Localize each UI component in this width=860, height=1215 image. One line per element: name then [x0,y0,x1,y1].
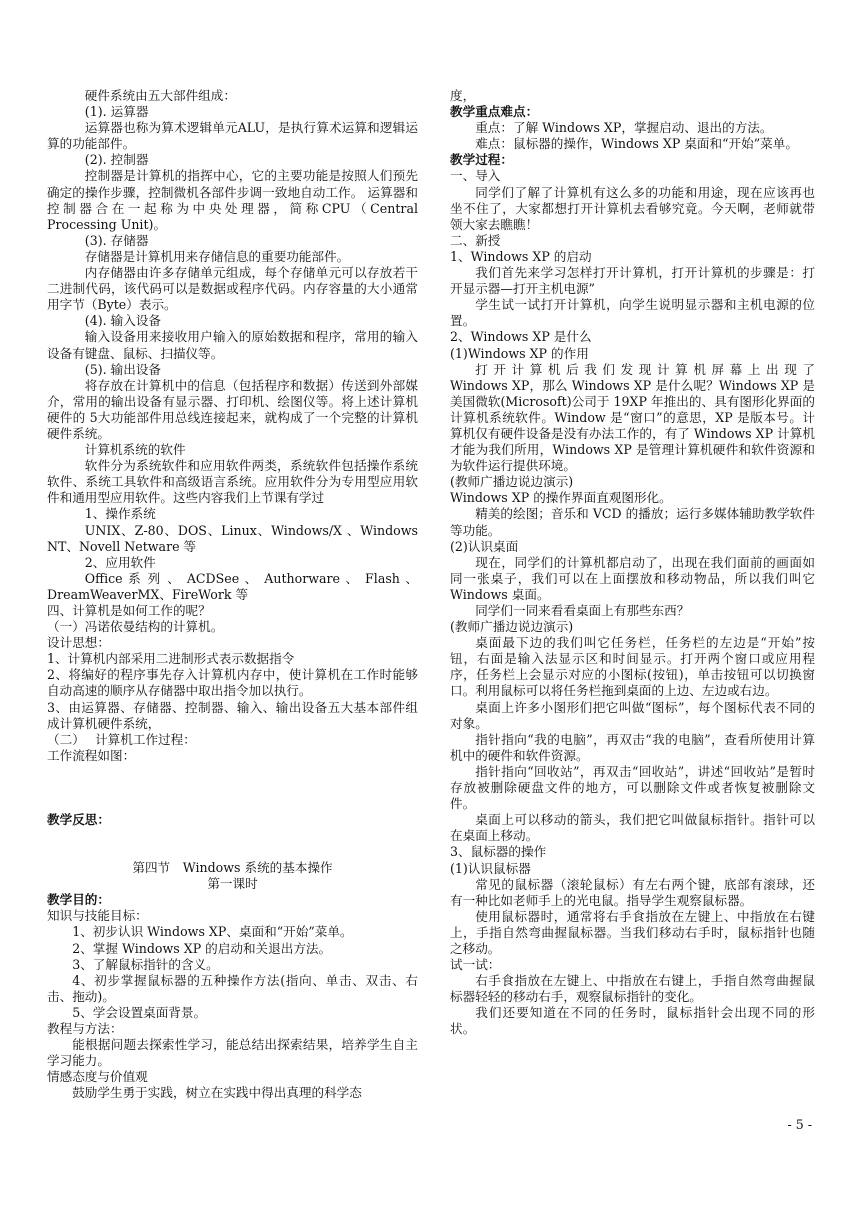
left-paragraph: 控制器是计算机的指挥中心，它的主要功能是按照人们预先确定的操作步骤，控制微机各部件步调一致地自动工作。 运算器和控制器合在一起称为中央处理器，简称CPU（Central Processing Unit)。 [47,168,418,232]
left-paragraph: 软件分为系统软件和应用软件两类，系统软件包括操作系统软件、系统工具软件和高级语言系统。应用软件分为专用型应用软件和通用型应用软件。这些内容我们上节课有学过 [47,458,418,506]
left-paragraph: 教学反思： [47,811,110,827]
left-paragraph: 教学目的： [47,892,110,908]
left-paragraph: (1). 运算器 [84,104,149,120]
left-paragraph: 1、操作系统 [84,506,156,522]
left-paragraph: 设计思想： [47,635,110,651]
right-paragraph: 度， [450,88,476,103]
left-paragraph: 硬件系统由五大部件组成： [84,88,236,103]
left-paragraph: （二） 计算机工作过程： [47,731,196,747]
page-number: - 5 - [787,1117,812,1132]
left-paragraph: (4). 输入设备 [84,313,162,329]
right-paragraph: 常见的鼠标器（滚轮鼠标）有左右两个键，底部有滚球，还有一种比如老师手上的光电鼠。指导学生观察鼠标器。 [450,876,815,908]
right-paragraph: 同学们一同来看看桌面上有那些东西？ [475,603,690,618]
left-paragraph: 运算器也称为算术逻辑单元ALU，是执行算术运算和逻辑运算的功能部件。 [47,120,418,152]
left-paragraph: 工作流程如图： [47,747,136,763]
left-paragraph: 1、初步认识 Windows XP、桌面和“开始”菜单。 [72,924,353,940]
right-paragraph: 试一试： [450,957,501,973]
right-paragraph: 现在，同学们的计算机都启动了，出现在我们面前的画面如同一张桌子，我们可以在上面摆放和移动物品，所以我们叫它 Windows 桌面。 [450,554,815,602]
left-paragraph [47,764,418,788]
left-paragraph: （一）冯诺依曼结构的计算机。 [47,619,224,635]
left-paragraph: 内存储器由许多存储单元组成，每个存储单元可以存放若干二进制代码，该代码可以是数据或程序代码。内存容量的大小通常用字节（Byte）表示。 [47,265,418,313]
right-paragraph: 我们首先来学习怎样打开计算机，打开计算机的步骤是：打开显示器—打开主机电源” [450,265,815,297]
right-paragraph: 二、新授 [450,232,501,248]
left-paragraph: 2、将编好的程序事先存入计算机内存中，使计算机在工作时能够自动高速的顺序从存储器中取出指令加以执行。 [47,667,418,699]
right-paragraph: (1)认识鼠标器 [450,860,531,876]
left-paragraph: 1、计算机内部采用二进制形式表示数据指令 [47,651,295,667]
right-paragraph: 同学们了解了计算机有这么多的功能和用途，现在应该再也坐不住了，大家都想打开计算机去看够究竟。今天啊，老师就带领大家去瞧瞧！ [450,184,815,232]
left-paragraph [47,844,418,860]
right-paragraph: 打 开 计 算 机 后 我 们 发 现 计 算 机 屏 幕 上 出 现 了 Windows XP，那么 Windows XP 是什么呢？Windows XP 是美国微软(Microsoft)公司于 19XP 年推出的、具有图形化界面的计算机系统软件。Window 是“窗口”的意思，XP 是版本号。计算机仅有硬件设备是没有办法工作的，有了 Windows XP 计算机才能为我们所用，Windows XP 是管理计算机硬件和软件资源和为软件运行提供环境。 [450,361,815,474]
right-paragraph: 1、Windows XP 的启动 [450,248,592,264]
left-paragraph [47,788,418,812]
right-paragraph: 难点：鼠标器的操作，Windows XP 桌面和“开始”菜单。 [475,136,798,152]
left-paragraph: 第四节 Windows 系统的基本操作 [132,860,333,876]
right-paragraph: 精美的绘图；音乐和 VCD 的播放；运行多媒体辅助教学软件等功能。 [450,506,815,538]
left-paragraph: UNIX、Z-80、DOS、Linux、Windows/X 、Windows NT、Novell Netware 等 [47,522,418,554]
left-column [47,88,418,1101]
left-paragraph [47,828,418,844]
left-paragraph: (5). 输出设备 [84,361,162,377]
right-paragraph: (教师广播边说边演示) [450,474,574,490]
left-paragraph: 情感态度与价值观 [47,1069,148,1085]
right-column [450,88,815,1038]
right-paragraph: 桌面最下边的我们叫它任务栏，任务栏的左边是“开始”按钮，右面是输入法显示区和时间显示。打开两个窗口或应用程序，任务栏上会显示对应的小图标(按钮)，单击按钮可以切换窗口。利用鼠标可以将任务栏拖到桌面的上边、左边或右边。 [450,635,815,699]
right-paragraph: 桌面上可以移动的箭头，我们把它叫做鼠标指针。指针可以在桌面上移动。 [450,812,815,844]
right-paragraph: Windows XP 的操作界面直观图形化。 [450,490,672,506]
left-paragraph: 5、学会设置桌面背景。 [72,1004,207,1020]
right-paragraph: 2、Windows XP 是什么 [450,329,592,345]
right-paragraph: 教学重点难点： [450,104,539,120]
right-paragraph: 3、鼠标器的操作 [450,844,547,860]
left-paragraph: 4、初步掌握鼠标器的五种操作方法(指向、单击、双击、右击、拖动)。 [47,972,418,1004]
left-paragraph: 2、掌握 Windows XP 的启动和关退出方法。 [72,940,332,956]
right-paragraph: 指针指向“回收站”，再双击“回收站”，讲述“回收站”是暂时存放被删除硬盘文件的地方，可以删除文件或者恢复被删除文件。 [450,763,815,812]
right-paragraph: (1)Windows XP 的作用 [450,345,589,361]
left-paragraph: 计算机系统的软件 [84,442,186,458]
left-paragraph: 3、了解鼠标指针的含义。 [72,956,219,972]
left-paragraph: (2). 控制器 [84,152,149,168]
right-paragraph: 重点：了解 Windows XP，掌握启动、退出的方法。 [475,120,773,136]
left-paragraph: Office 系 列 、 ACDSee 、 Authorware 、 Flash 、DreamWeaverMX、FireWork 等 [47,570,418,602]
right-paragraph: 使用鼠标器时，通常将右手食指放在左键上、中指放在右键上，手指自然弯曲握鼠标器。当我们移动右手时，鼠标指针也随之移动。 [450,908,815,956]
left-paragraph: 能根据问题去探索性学习，能总结出探索结果，培养学生自主学习能力。 [47,1037,418,1069]
right-paragraph: 指针指向“我的电脑”，再双击“我的电脑”，查看所使用计算机中的硬件和软件资源。 [450,731,815,763]
left-paragraph: 2、应用软件 [84,554,156,570]
right-paragraph: 右手食指放在左键上、中指放在右键上，手指自然弯曲握鼠标器轻轻的移动右手，观察鼠标指针的变化。 [450,973,815,1005]
right-paragraph: 我们还要知道在不同的任务时，鼠标指针会出现不同的形状。 [450,1005,815,1037]
left-paragraph: 第一课时 [207,876,258,892]
left-paragraph: 3、由运算器、存储器、控制器、输入、输出设备五大基本部件组成计算机硬件系统， [47,699,418,731]
right-paragraph: 学生试一试打开计算机，向学生说明显示器和主机电源的位置。 [450,297,815,329]
left-paragraph: 知识与技能目标： [47,908,148,924]
right-paragraph: 桌面上许多小图形们把它叫做“图标”，每个图标代表不同的对象。 [450,699,815,731]
right-paragraph: (教师广播边说边演示) [450,619,574,635]
right-paragraph: 教学过程： [450,152,513,168]
left-paragraph: 将存放在计算机中的信息（包括程序和数据）传送到外部媒介，常用的输出设备有显示器、打印机、绘图仪等。将上述计算机硬件的 5大功能部件用总线连接起来，就构成了一个完整的计算机硬件系统。 [47,377,418,441]
left-paragraph: (3). 存储器 [84,232,149,248]
left-paragraph: 四、计算机是如何工作的呢？ [47,603,211,618]
left-paragraph: 鼓励学生勇于实践，树立在实践中得出真理的科学态 [72,1085,362,1101]
right-paragraph: 一、导入 [450,168,501,184]
left-paragraph: 存储器是计算机用来存储信息的重要功能部件。 [84,248,350,264]
left-paragraph: 输入设备用来接收用户输入的原始数据和程序，常用的输入设备有键盘、鼠标、扫描仪等。 [47,329,418,361]
left-paragraph: 教程与方法： [47,1020,123,1036]
right-paragraph: (2)认识桌面 [450,538,519,554]
